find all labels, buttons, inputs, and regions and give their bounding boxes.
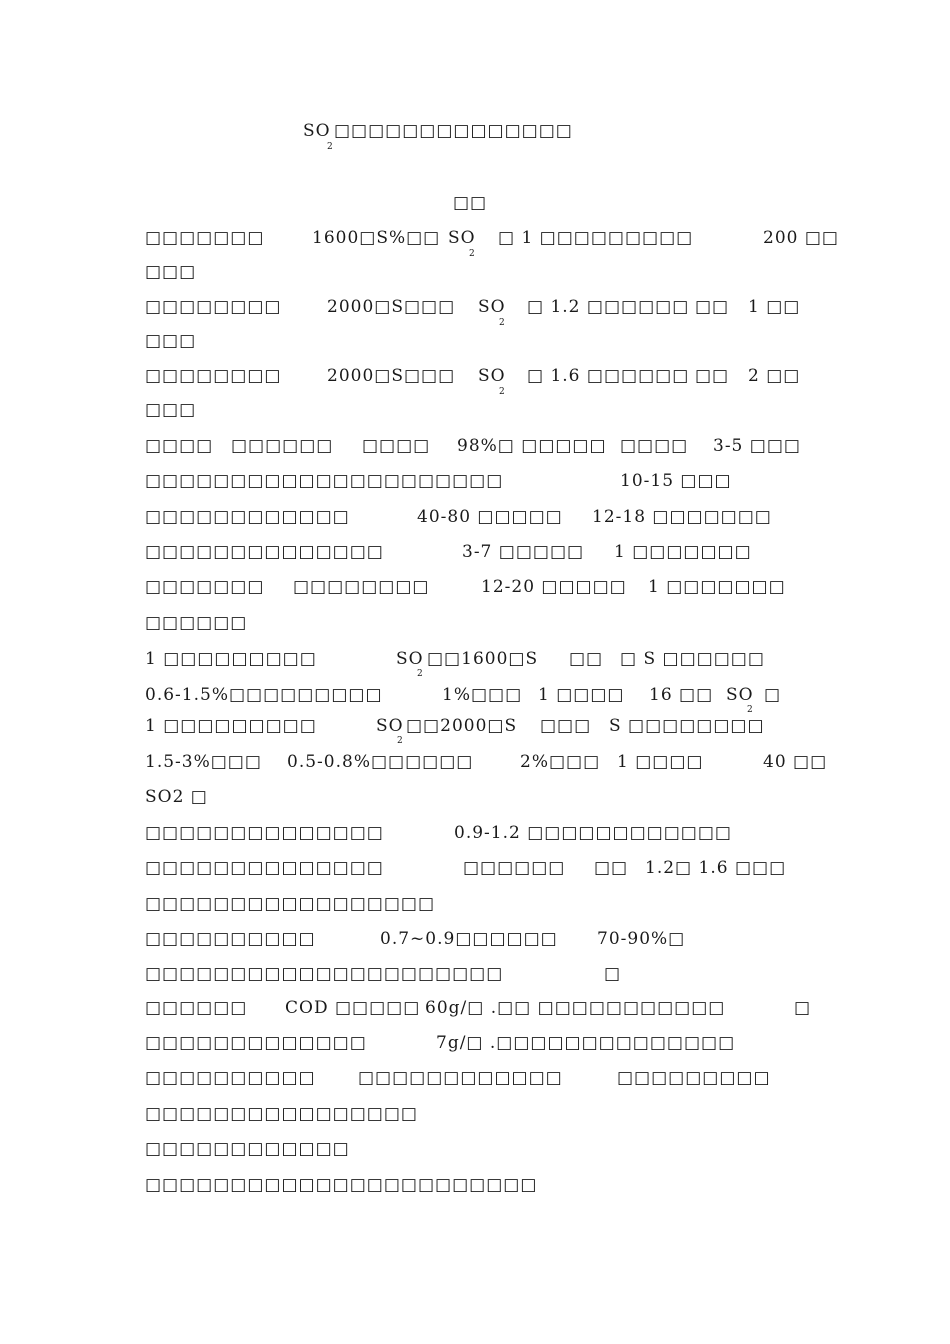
- text-segment: □: [764, 685, 782, 705]
- text-segment: 7g/□ .□□□□□□□□□□□□□□: [436, 1033, 736, 1053]
- text-segment: □□2000□S: [406, 716, 518, 736]
- text-segment: 0.6-1.5%□□□□□□□□□: [145, 685, 383, 705]
- title-so: SO: [303, 121, 331, 141]
- text-segment: □□□□□□□□□□: [145, 1068, 316, 1088]
- text-segment: 16 □□: [649, 685, 714, 705]
- text-segment: 3-7 □□□□□: [462, 542, 585, 562]
- text-segment: 1.2□ 1.6 □□□: [645, 858, 787, 878]
- section-heading: □□: [453, 193, 488, 213]
- text-segment: 1 □□□□: [538, 685, 625, 705]
- text-segment: SO: [396, 649, 424, 669]
- text-segment: □□□□□□: [145, 998, 248, 1018]
- text-segment: □□□□□□□□□□□□□□□□□: [145, 894, 436, 914]
- text-segment: □□□□□□□□□□□□□□: [145, 858, 384, 878]
- text-segment: 60g/□ .□□ □□□□□□□□□□□: [425, 998, 726, 1018]
- text-segment: 1%□□□: [442, 685, 523, 705]
- subscript: 2: [499, 318, 505, 328]
- text-segment: □□□□□□□□□: [617, 1068, 771, 1088]
- text-segment: 1.5-3%□□□: [145, 752, 262, 772]
- text-segment: 2%□□□: [520, 752, 601, 772]
- text-segment: 1 □□□□□□□: [614, 542, 752, 562]
- text-segment: □□□□□□□□: [145, 297, 282, 317]
- text-segment: □□□□□□□□□□□□□: [145, 1033, 367, 1053]
- text-segment: □□□□□□□□□□: [145, 929, 316, 949]
- text-segment: □: [604, 964, 622, 984]
- text-segment: 10-15 □□□: [620, 471, 732, 491]
- text-segment: □□: [594, 858, 629, 878]
- subscript: 2: [747, 705, 753, 715]
- text-segment: □: [794, 998, 812, 1018]
- text-segment: 2000□S□□□: [327, 366, 456, 386]
- text-segment: SO2 □: [145, 787, 208, 807]
- title-rest: □□□□□□□□□□□□□□: [334, 121, 573, 141]
- subscript: 2: [469, 249, 475, 259]
- text-segment: □□□□□□□: [145, 577, 265, 597]
- text-segment: □□1600□S: [427, 649, 539, 669]
- text-segment: □□: [695, 297, 730, 317]
- text-segment: □□□□□□□□□□□□: [358, 1068, 563, 1088]
- text-segment: 2000□S□□□: [327, 297, 456, 317]
- text-segment: SO: [448, 228, 476, 248]
- text-segment: 1600□S%□□: [312, 228, 441, 248]
- subscript: 2: [417, 669, 423, 679]
- text-segment: □□□□□□□□□□□□: [145, 507, 350, 527]
- text-segment: □□□□□□: [463, 858, 566, 878]
- text-segment: 3-5 □□□: [713, 436, 801, 456]
- text-segment: □□: [695, 366, 730, 386]
- text-segment: SO: [478, 366, 506, 386]
- text-segment: □ 1.6 □□□□□□: [527, 366, 690, 386]
- text-segment: 12-18 □□□□□□□: [592, 507, 772, 527]
- subscript: 2: [397, 736, 403, 746]
- text-segment: S □□□□□□□□: [609, 716, 765, 736]
- text-segment: □□□□: [620, 436, 689, 456]
- text-segment: □□□□□□: [145, 613, 248, 633]
- text-segment: 0.7~0.9□□□□□□: [380, 929, 558, 949]
- text-segment: □□□□□□□□: [293, 577, 430, 597]
- text-segment: 1 □□: [748, 297, 801, 317]
- text-segment: □□□: [145, 400, 197, 420]
- text-segment: □ 1 □□□□□□□□□: [498, 228, 694, 248]
- text-segment: 1 □□□□□□□: [648, 577, 786, 597]
- subscript: 2: [499, 387, 505, 397]
- text-segment: 98%□ □□□□□: [457, 436, 607, 456]
- text-segment: 200 □□: [763, 228, 839, 248]
- text-segment: □□□□□□□□□□□□□□: [145, 542, 384, 562]
- text-segment: □□□□□□□□□□□□□□□□□□□□□□□: [145, 1175, 538, 1195]
- text-segment: 1 □□□□: [617, 752, 704, 772]
- text-segment: □□□: [145, 262, 197, 282]
- text-segment: □ 1.2 □□□□□□: [527, 297, 690, 317]
- text-segment: 2 □□: [748, 366, 801, 386]
- text-segment: 12-20 □□□□□: [481, 577, 627, 597]
- text-segment: 0.9-1.2 □□□□□□□□□□□□: [454, 823, 732, 843]
- text-segment: 40 □□: [763, 752, 828, 772]
- text-segment: 0.5-0.8%□□□□□□: [287, 752, 474, 772]
- text-segment: 70-90%□: [597, 929, 686, 949]
- text-segment: □□: [569, 649, 604, 669]
- text-segment: SO: [376, 716, 404, 736]
- text-segment: □ S □□□□□□: [620, 649, 765, 669]
- text-segment: □□□□□□: [231, 436, 334, 456]
- text-segment: □□□□□□□: [145, 228, 265, 248]
- text-segment: □□□□: [145, 436, 214, 456]
- text-segment: □□□□□□□□□□□□□□□□□□□□□: [145, 964, 504, 984]
- text-segment: □□□: [540, 716, 592, 736]
- text-segment: □□□□□□□□□□□□□□□□: [145, 1104, 418, 1124]
- text-segment: 40-80 □□□□□: [417, 507, 563, 527]
- text-segment: □□□□□□□□□□□□□□: [145, 823, 384, 843]
- text-segment: □□□□: [362, 436, 431, 456]
- text-segment: 1 □□□□□□□□□: [145, 649, 317, 669]
- text-segment: COD □□□□□: [285, 998, 421, 1018]
- title-subscript: 2: [327, 142, 333, 152]
- text-segment: SO: [726, 685, 754, 705]
- text-segment: 1 □□□□□□□□□: [145, 716, 317, 736]
- text-segment: □□□□□□□□: [145, 366, 282, 386]
- text-segment: □□□□□□□□□□□□□□□□□□□□□: [145, 471, 504, 491]
- text-segment: □□□□□□□□□□□□: [145, 1139, 350, 1159]
- text-segment: SO: [478, 297, 506, 317]
- text-segment: □□□: [145, 331, 197, 351]
